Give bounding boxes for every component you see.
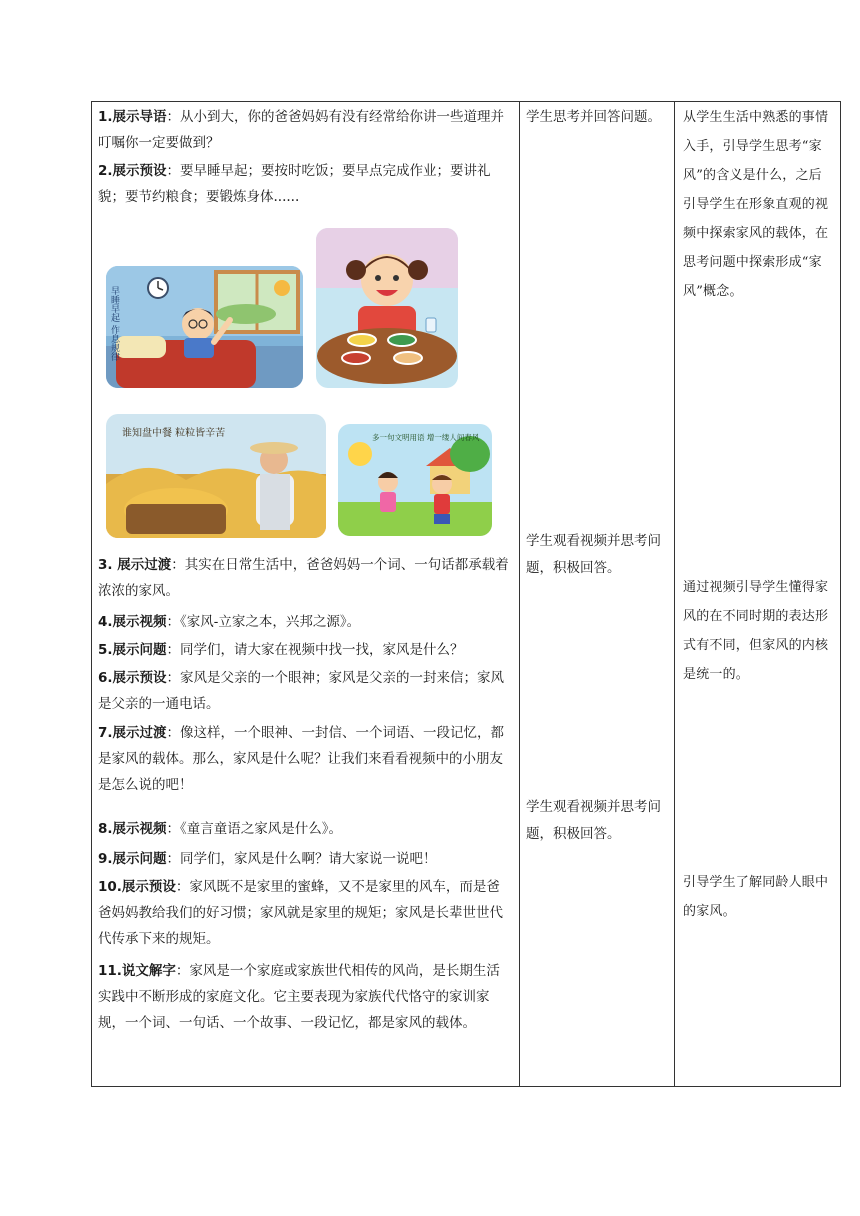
paragraph-10: 10.展示预设：家风既不是家里的蜜蜂，又不是家里的风车，而是爸爸妈妈教给我们的好习惯；家风就是家里的规矩；家风是长辈世世代代传承下来的规矩。	[98, 879, 503, 947]
paragraph-6: 6.展示预设：家风是父亲的一个眼神；家风是父亲的一封来信；家风是父亲的一通电话。	[98, 670, 505, 712]
student-text-3: 学生观看视频并思考问题，积极回答。	[526, 799, 661, 842]
paragraph-11: 11.说文解字：家风是一个家庭或家族世代相传的风尚，是长期生活实践中不断形成的家庭文化。它主要表现为家族代代恪守的家训家规，一个词、一句话、一个故事、一段记忆，都是家风的载体。	[98, 963, 500, 1031]
intent-text-1: 从学生生活中熟悉的事情入手，引导学生思考“家风”的含义是什么，之后引导学生在形象直观的视频中探索家风的载体，在思考问题中探索形成“家风”概念。	[683, 110, 829, 299]
img1-caption: 早睡早起 作息规律	[109, 286, 119, 361]
student-text-2: 学生观看视频并思考问题，积极回答。	[526, 533, 661, 576]
illustration-eating	[316, 228, 458, 388]
intent-text-3: 引导学生了解同龄人眼中的家风。	[683, 875, 829, 919]
paragraph-7: 7.展示过渡：像这样，一个眼神、一封信、一个词语、一段记忆，都是家风的载体。那么，家风是什么呢？让我们来看看视频中的小朋友是怎么说的吧！	[98, 725, 505, 793]
illustration-wake-up	[106, 266, 303, 388]
illustration-children	[338, 424, 492, 536]
paragraph-5: 5.展示问题：同学们，请大家在视频中找一找，家风是什么？	[98, 642, 464, 658]
design-intent-cell	[675, 102, 841, 1087]
paragraph-1: 1.展示导语：从小到大，你的爸爸妈妈有没有经常给你讲一些道理并叮嘱你一定要做到？	[98, 109, 505, 151]
paragraph-3: 3. 展示过渡：其实在日常生活中，爸爸妈妈一个词、一句话都承载着浓浓的家风。	[98, 557, 509, 599]
illustration-farmer	[106, 414, 326, 538]
img3-caption: 谁知盘中餐 粒粒皆辛苦	[122, 428, 226, 439]
student-activity-cell	[520, 102, 675, 1087]
lesson-plan-table	[91, 101, 841, 1087]
paragraph-2: 2.展示预设：要早睡早起；要按时吃饭；要早点完成作业；要讲礼貌；要节约粮食；要锻炼身体......	[98, 163, 491, 205]
intent-text-2: 通过视频引导学生懂得家风的在不同时期的表达形式有不同，但家风的内核是统一的。	[683, 580, 829, 682]
img4-caption: 多一句文明用语 增一缕人间春风	[372, 433, 480, 442]
paragraph-9: 9.展示问题：同学们，家风是什么啊？请大家说一说吧！	[98, 851, 437, 867]
student-text-1: 学生思考并回答问题。	[526, 109, 661, 125]
paragraph-4: 4.展示视频：《家风-立家之本，兴邦之源》。	[98, 614, 361, 630]
teacher-activity-cell	[92, 102, 520, 1087]
paragraph-8: 8.展示视频：《童言童语之家风是什么》。	[98, 821, 343, 837]
